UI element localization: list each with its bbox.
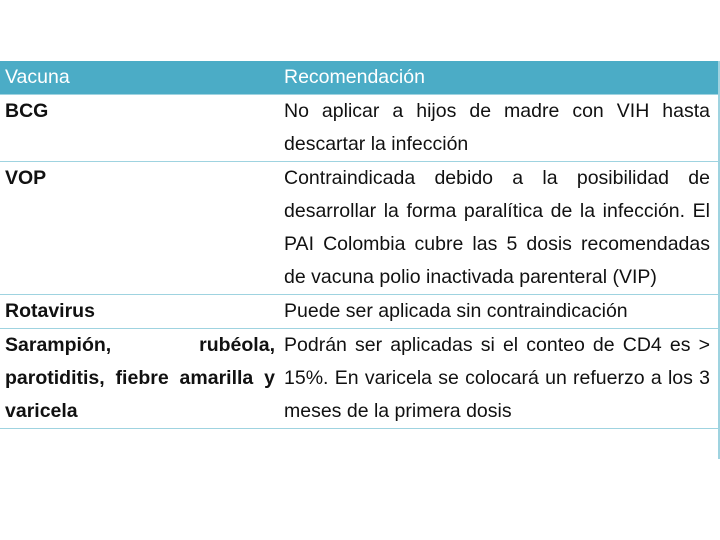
table-row bbox=[0, 95, 720, 162]
recomendacion-cell: Podrán ser aplicadas si el conteo de CD4 es > 15%. En varicela se colocará un refuerzo a los 3 meses de la primera dosis bbox=[284, 334, 710, 422]
header-row bbox=[0, 61, 720, 95]
vacuna-cell: Sarampión, rubéola, parotiditis, fiebre amarilla y varicela bbox=[5, 334, 275, 422]
vacuna-cell: Rotavirus bbox=[5, 300, 95, 322]
vaccine-recommendations-table bbox=[0, 61, 720, 429]
recomendacion-cell: No aplicar a hijos de madre con VIH hasta descartar la infección bbox=[284, 100, 710, 155]
recomendacion-cell: Puede ser aplicada sin contraindicación bbox=[284, 300, 628, 322]
table-row bbox=[0, 295, 720, 329]
recomendacion-cell: Contraindicada debido a la posibilidad de desarrollar la forma paralítica de la infección. El PAI Colombia cubre las 5 dosis recomendadas de vacuna polio inactivada parenteral (VIP) bbox=[284, 167, 710, 288]
vacuna-cell: BCG bbox=[5, 100, 49, 122]
table-row bbox=[0, 329, 720, 429]
table bbox=[0, 61, 720, 429]
table-header bbox=[0, 61, 720, 95]
table-row bbox=[0, 162, 720, 295]
header-recomendacion: Recomendación bbox=[284, 66, 425, 88]
header-vacuna: Vacuna bbox=[5, 66, 70, 88]
table-body bbox=[0, 95, 720, 429]
vacuna-cell: VOP bbox=[5, 167, 47, 189]
